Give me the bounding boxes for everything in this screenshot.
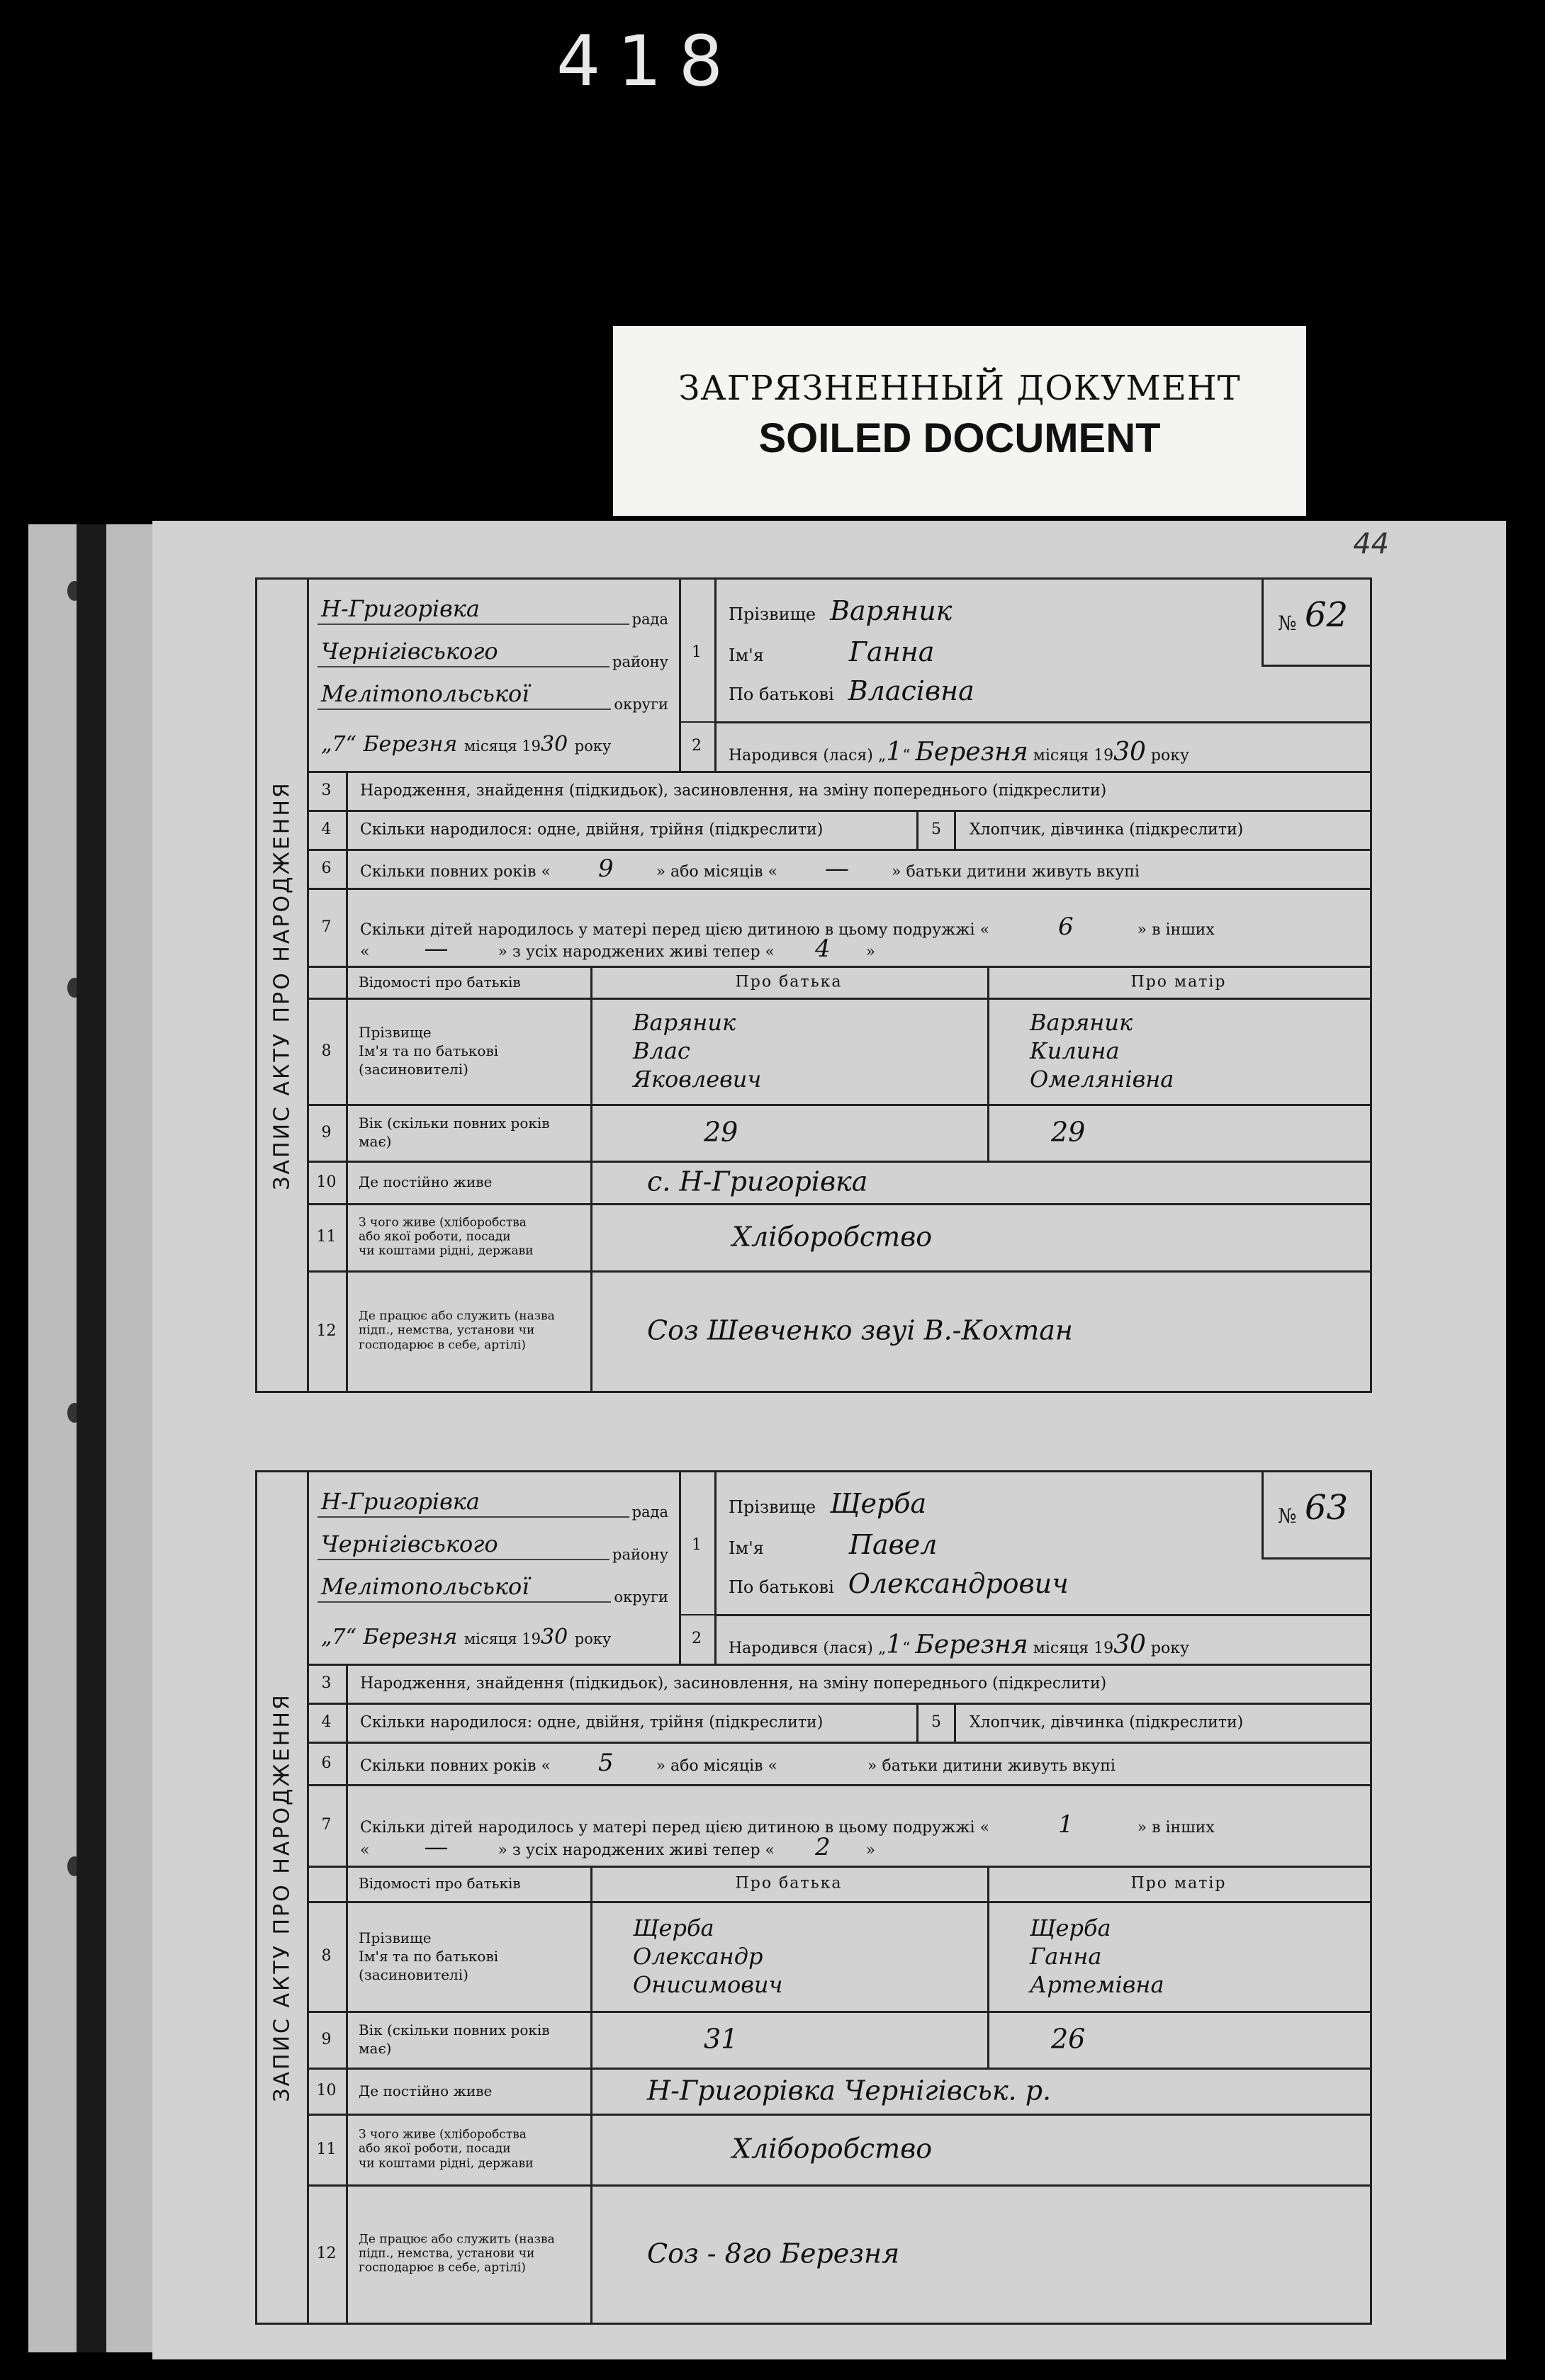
patronymic-field [729, 1568, 1069, 1599]
parents-row-11-livelihood [307, 1203, 1370, 1273]
row-11-label-cell [346, 2114, 592, 2184]
row-number-10: 10 [307, 2068, 348, 2114]
raion-value: Чернігівського [321, 1530, 498, 1557]
row-7-label-d: » з усіх народжених живі тепер « [498, 1842, 775, 1859]
raion-value: Чернігівського [321, 638, 498, 665]
row-3-event-type [307, 1664, 1370, 1705]
record-header [307, 1472, 1370, 1666]
row-4-count [307, 1703, 1370, 1744]
patronymic-value: Олександрович [848, 1568, 1069, 1599]
parents-row-9-age [307, 1104, 1370, 1163]
parents-header-row [307, 1866, 1370, 1903]
livelihood-value: Хліборобство [732, 1220, 933, 1252]
born-year: 30 [1113, 1630, 1146, 1659]
parents-header-label: Відомості про батьків [359, 973, 521, 991]
row-3-text: Народження, знайдення (підкидьок), засиновлення, на зміну попереднього (підкреслити) [360, 1674, 1107, 1692]
register-page [152, 521, 1506, 2359]
year-label: року [1150, 1640, 1189, 1657]
mother-age: 29 [1051, 1116, 1086, 1148]
name-field [729, 1529, 938, 1560]
row-number-4: 4 [307, 810, 348, 849]
place-column [307, 1472, 681, 1664]
row-number-3: 3 [307, 1664, 348, 1703]
row-7-line-2 [360, 935, 875, 963]
born-day: 1 [886, 1630, 903, 1659]
row-8-label-cell [346, 998, 592, 1104]
father-header-cell [590, 1866, 989, 1901]
work-cell [590, 2184, 1370, 2323]
residence-value: с. Н-Григорівка [647, 1166, 868, 1197]
row-number-10: 10 [307, 1161, 348, 1203]
surname-value: Щерба [830, 1488, 927, 1519]
record-number-box [1262, 577, 1372, 667]
surname-field [729, 1488, 926, 1519]
row-number-12: 12 [307, 1270, 348, 1391]
row-number-3: 3 [307, 771, 348, 810]
father-name: Щерба Олександр Онисимович [633, 1914, 783, 1998]
parents-row-12-work [307, 2184, 1370, 2323]
side-title-text: ЗАПИС АКТУ ПРО НАРОДЖЕННЯ [269, 780, 295, 1190]
mother-header: Про матір [1130, 1874, 1227, 1893]
birth-record-63 [255, 1470, 1372, 2325]
work-cell [590, 1270, 1370, 1391]
row-7-label-e: » [865, 1842, 876, 1859]
father-age-cell [590, 1104, 989, 1161]
row-6-years-together [307, 849, 1370, 890]
children-alive: 4 [814, 935, 831, 963]
row-7-label-c: « [360, 943, 370, 961]
surname-label: Прізвище [729, 604, 816, 624]
father-header: Про батька [735, 973, 843, 991]
row-4-count [307, 810, 1370, 851]
parents-header-label: Відомості про батьків [359, 1875, 521, 1892]
row-9-label: Вік (скільки повних років має) [359, 1115, 550, 1150]
record-date: „7“ Березня місяця 1930 року [321, 732, 612, 757]
children-alive: 2 [814, 1833, 831, 1861]
father-name-cell [590, 998, 989, 1104]
raion-label: району [609, 1546, 668, 1563]
father-name-cell [590, 1901, 989, 2011]
row-number-2: 2 [692, 1630, 702, 1647]
soiled-document-label [613, 326, 1306, 516]
month-label: місяця 19 [1033, 1640, 1114, 1657]
row-8-label-cell [346, 1901, 592, 2011]
row-10-label-cell [346, 2068, 592, 2114]
row-separator [679, 721, 714, 723]
number-column [679, 580, 717, 771]
patronymic-field [729, 675, 974, 706]
work-value: Соз Шевченко звуі В.-Кохтан [647, 1314, 1073, 1346]
mother-name: Варяник Килина Омелянівна [1030, 1009, 1174, 1093]
row-number-6: 6 [307, 1742, 348, 1784]
rada-line [318, 1479, 668, 1521]
record-date-line [318, 1614, 665, 1651]
work-value: Соз - 8го Березня [647, 2237, 900, 2269]
record-day: 7 [332, 1625, 346, 1649]
row-6-text [360, 1749, 1116, 1777]
parents-header-blank [307, 1866, 348, 1901]
row-separator [679, 1614, 714, 1615]
mother-name-cell [987, 1901, 1370, 2011]
place-column [307, 580, 681, 771]
record-number: 62 [1305, 595, 1349, 635]
row-number-12: 12 [307, 2184, 348, 2323]
month-label: місяця 19 [464, 738, 541, 755]
name-field [729, 636, 934, 667]
residence-value: Н-Григорівка Чернігівськ. р. [647, 2074, 1052, 2106]
row-number-9: 9 [307, 1104, 348, 1161]
parents-header-cell [346, 1866, 592, 1901]
residence-cell [590, 2068, 1370, 2114]
row-number-8: 8 [307, 1901, 348, 2011]
row-7-children [307, 1784, 1370, 1868]
record-side-title [257, 1472, 309, 2323]
father-age: 31 [704, 2023, 738, 2055]
row-number-2: 2 [692, 737, 702, 755]
number-column [679, 1472, 717, 1664]
record-date-line [318, 721, 665, 758]
row-9-label: Вік (скільки повних років має) [359, 2021, 550, 2057]
okruha-value: Мелітопольської [321, 680, 529, 707]
row-6-label-b: » або місяців « [656, 1757, 778, 1775]
born-month: Березня [915, 1630, 1028, 1659]
raion-line [318, 629, 668, 670]
rada-line [318, 587, 668, 628]
year-label: року [574, 1630, 612, 1647]
children-before: 1 [1058, 1810, 1074, 1839]
month-label: місяця 19 [1033, 747, 1114, 765]
row-11-label-cell [346, 1203, 592, 1270]
years-together: 5 [597, 1749, 614, 1777]
name-value: Павел [848, 1529, 938, 1560]
okruha-label: округи [611, 1589, 668, 1606]
record-side-title [257, 580, 309, 1391]
parents-header-cell [346, 966, 592, 998]
torn-edge [77, 524, 106, 2352]
side-title-text: ЗАПИС АКТУ ПРО НАРОДЖЕННЯ [269, 1693, 295, 2102]
born-label: Народився (лася) [729, 1640, 873, 1657]
row-number-5: 5 [916, 810, 956, 849]
children-before: 6 [1058, 913, 1074, 942]
father-header-cell [590, 966, 989, 998]
surname-field [729, 595, 952, 626]
patronymic-label: По батькові [729, 1577, 834, 1597]
father-header: Про батька [735, 1874, 843, 1893]
record-month: Березня [363, 1625, 458, 1649]
birth-date-field [714, 721, 1370, 773]
row-3-event-type [307, 771, 1370, 812]
birth-date-text: Народився (лася) „1“ Березня місяця 1930 року [729, 1630, 1189, 1659]
row-number-11: 11 [307, 1203, 348, 1270]
residence-cell [590, 1161, 1370, 1203]
mother-header: Про матір [1130, 973, 1227, 991]
row-8-label: Прізвище Ім'я та по батькові (засиновителі) [359, 1929, 499, 1983]
months-together: — [825, 854, 850, 883]
row-number-7: 7 [307, 888, 348, 966]
row-number-1: 1 [692, 643, 702, 661]
okruha-line [318, 1564, 668, 1606]
row-11-label: З чого живе (хліборобства або якої роботи, посади чи коштами рідні, держави [359, 1214, 534, 1258]
parents-row-11-livelihood [307, 2114, 1370, 2187]
parents-row-10-residence [307, 2068, 1370, 2116]
row-10-label: Де постійно живе [359, 1173, 493, 1190]
row-number-1: 1 [692, 1536, 702, 1554]
name-label: Ім'я [729, 645, 764, 665]
rada-label: рада [629, 611, 668, 628]
mother-header-cell [987, 1866, 1370, 1901]
row-number-8: 8 [307, 998, 348, 1104]
name-value: Ганна [848, 636, 935, 667]
row-6-label-b: » або місяців « [656, 862, 778, 881]
rada-value: Н-Григорівка [321, 1488, 480, 1515]
mother-age: 26 [1051, 2023, 1086, 2055]
mother-age-cell [987, 1104, 1370, 1161]
row-7-label-e: » [865, 943, 876, 961]
mother-name-cell [987, 998, 1370, 1104]
row-7-label-b: » в інших [1137, 1818, 1215, 1837]
years-together: 9 [597, 854, 614, 883]
row-6-label-c: » батьки дитини живуть вкупі [892, 862, 1140, 881]
month-label: місяця 19 [464, 1630, 541, 1647]
row-11-label: З чого живе (хліборобства або якої роботи, посади чи коштами рідні, держави [359, 2127, 534, 2171]
soiled-label-russian: ЗАГРЯЗНЕННЫЙ ДОКУМЕНТ [678, 368, 1241, 408]
okruha-line [318, 672, 668, 713]
row-7-line-2 [360, 1833, 875, 1861]
mother-name: Щерба Ганна Артемівна [1030, 1914, 1164, 1998]
born-year: 30 [1113, 738, 1146, 767]
livelihood-value: Хліборобство [732, 2133, 933, 2165]
number-label: № [1278, 1504, 1297, 1528]
children-other: — [424, 935, 449, 963]
record-header [307, 580, 1370, 773]
raion-label: району [609, 653, 668, 670]
row-6-years-together [307, 1742, 1370, 1786]
father-age-cell [590, 2011, 989, 2068]
number-label: № [1278, 611, 1297, 635]
patronymic-label: По батькові [729, 684, 834, 704]
children-other: — [424, 1833, 449, 1861]
name-label: Ім'я [729, 1538, 764, 1558]
year-label: року [574, 738, 612, 755]
mother-header-cell [987, 966, 1370, 998]
row-number-6: 6 [307, 849, 348, 888]
soiled-label-english: SOILED DOCUMENT [758, 415, 1161, 461]
row-number-9: 9 [307, 2011, 348, 2068]
row-5-text: Хлопчик, дівчинка (підкреслити) [970, 1713, 1244, 1731]
record-number: 63 [1305, 1488, 1349, 1528]
row-6-label-a: Скільки повних років « [360, 862, 551, 881]
parents-row-10-residence [307, 1161, 1370, 1205]
livelihood-cell [590, 2114, 1370, 2184]
parents-header-row [307, 966, 1370, 1000]
row-number-11: 11 [307, 2114, 348, 2184]
raion-line [318, 1522, 668, 1563]
row-7-label-c: « [360, 1842, 370, 1859]
row-3-text: Народження, знайдення (підкидьок), засиновлення, на зміну попереднього (підкреслити) [360, 782, 1107, 799]
livelihood-cell [590, 1203, 1370, 1270]
row-number-5: 5 [916, 1703, 956, 1742]
record-year: 30 [541, 1625, 568, 1649]
row-6-text [360, 855, 1140, 883]
year-label: року [1150, 747, 1189, 765]
row-4-text: Скільки народилося: одне, двійня, трійня (підкреслити) [360, 820, 824, 838]
row-number-7: 7 [307, 1784, 348, 1866]
row-12-label: Де працює або служить (назва підп., немства, установи чи господарює в себе, артілі) [359, 2231, 555, 2275]
patronymic-value: Власівна [848, 675, 974, 706]
birth-date-field [714, 1614, 1370, 1666]
okruha-label: округи [611, 696, 668, 713]
row-8-label: Прізвище Ім'я та по батькові (засиновителі) [359, 1024, 499, 1078]
surname-label: Прізвище [729, 1497, 816, 1517]
row-10-label: Де постійно живе [359, 2082, 493, 2099]
page-number: 44 [1353, 528, 1389, 560]
parents-header-blank [307, 966, 348, 998]
okruha-value: Мелітопольської [321, 1573, 529, 1600]
row-6-label-c: » батьки дитини живуть вкупі [867, 1757, 1116, 1775]
mother-age-cell [987, 2011, 1370, 2068]
father-age: 29 [704, 1116, 738, 1148]
row-9-label-cell [346, 2011, 592, 2068]
born-day: 1 [886, 738, 903, 767]
record-year: 30 [541, 732, 568, 757]
birth-date-text: Народився (лася) „1“ Березня місяця 1930 року [729, 738, 1189, 767]
record-month: Березня [363, 732, 458, 757]
row-7-label-b: » в інших [1137, 921, 1215, 940]
born-label: Народився (лася) [729, 747, 873, 765]
parents-row-8-names [307, 998, 1370, 1106]
row-12-label-cell [346, 2184, 592, 2323]
record-day: 7 [332, 732, 346, 757]
row-4-text: Скільки народилося: одне, двійня, трійня (підкреслити) [360, 1713, 824, 1731]
row-12-label: Де працює або служить (назва підп., немства, установи чи господарює в себе, артілі) [359, 1309, 555, 1353]
row-10-label-cell [346, 1161, 592, 1203]
row-9-label-cell [346, 1104, 592, 1161]
record-date: „7“ Березня місяця 1930 року [321, 1625, 612, 1649]
record-number-box [1262, 1470, 1372, 1560]
surname-value: Варяник [830, 595, 953, 626]
row-7-children [307, 888, 1370, 968]
row-7-label-a: Скільки дітей народилось у матері перед цією дитиною в цьому подружжі « [360, 921, 990, 940]
parents-row-9-age [307, 2011, 1370, 2070]
row-7-label-d: » з усіх народжених живі тепер « [498, 943, 775, 961]
born-month: Березня [915, 738, 1028, 767]
row-number-4: 4 [307, 1703, 348, 1742]
birth-record-62 [255, 577, 1372, 1393]
frame-number: 418 [556, 21, 741, 102]
father-name: Варяник Влас Яковлевич [633, 1009, 762, 1093]
rada-label: рада [629, 1504, 668, 1521]
row-12-label-cell [346, 1270, 592, 1391]
rada-value: Н-Григорівка [321, 595, 480, 622]
row-5-text: Хлопчик, дівчинка (підкреслити) [970, 820, 1244, 838]
row-7-label-a: Скільки дітей народилось у матері перед цією дитиною в цьому подружжі « [360, 1818, 990, 1837]
parents-row-8-names [307, 1901, 1370, 2013]
row-6-label-a: Скільки повних років « [360, 1757, 551, 1775]
parents-row-12-work [307, 1270, 1370, 1391]
